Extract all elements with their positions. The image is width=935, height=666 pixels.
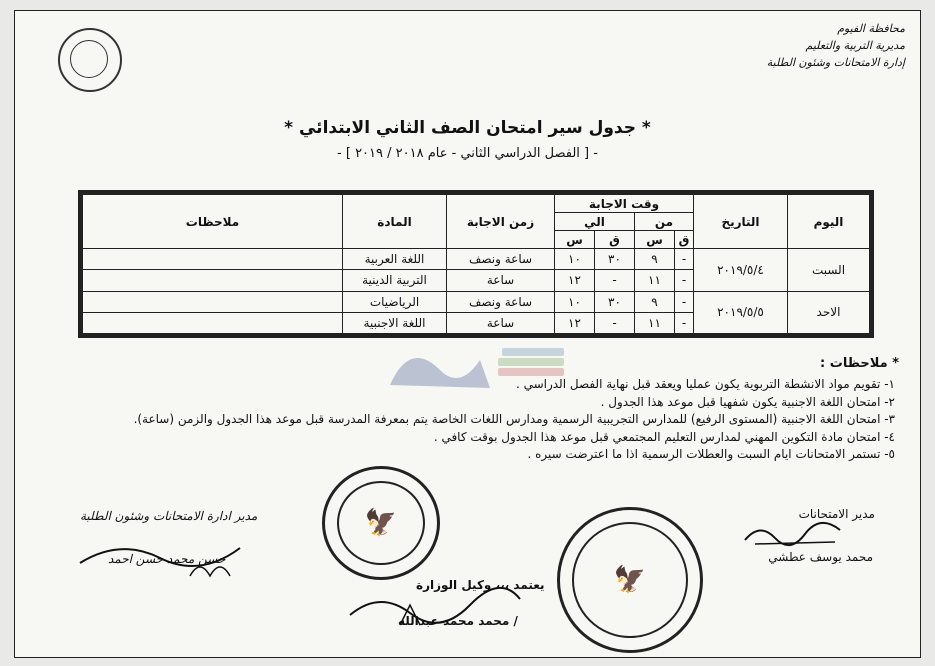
duration-cell: ساعة ونصف bbox=[447, 249, 555, 270]
subject-cell: الرياضيات bbox=[343, 291, 447, 312]
date-cell: ٢٠١٩/٥/٥ bbox=[694, 291, 788, 334]
list-item: ٣- امتحان اللغة الاجنبية (المستوى الرفيع) للمدارس التجريبية الرسمية ومدارس اللغات الخاصة يتم بمعرفة المدرسة قبل موعد هذا الجدول والزمن (ساعة). bbox=[133, 412, 895, 426]
notes-cell bbox=[83, 249, 343, 270]
header-notes: ملاحظات bbox=[83, 195, 343, 249]
notes-cell bbox=[83, 270, 343, 291]
day-cell: السبت bbox=[788, 249, 870, 292]
to-minute-cell: - bbox=[595, 312, 635, 333]
duration-cell: ساعة ونصف bbox=[447, 291, 555, 312]
header-line: إدارة الامتحانات وشئون الطلبة bbox=[766, 56, 905, 69]
header-from-hour: س bbox=[635, 231, 675, 249]
document-title: * جدول سير امتحان الصف الثاني الابتدائي * bbox=[284, 118, 651, 138]
notes-heading: * ملاحظات : bbox=[820, 356, 899, 371]
subject-cell: اللغة العربية bbox=[343, 249, 447, 270]
duration-cell: ساعة bbox=[447, 270, 555, 291]
header-to-minute: ق bbox=[595, 231, 635, 249]
day-cell: الاحد bbox=[788, 291, 870, 334]
document-subtitle: - [ الفصل الدراسي الثاني - عام ٢٠١٨ / ٢٠١٩ ] - bbox=[337, 146, 598, 161]
list-item: ٤- امتحان مادة التكوين المهني لمدارس التعليم المجتمعي قبل موعد هذا الجدول بوقت كافي . bbox=[433, 429, 895, 444]
approval-line: يعتمد ،،، وكيل الوزارة bbox=[416, 578, 545, 592]
table-row bbox=[83, 291, 870, 312]
from-minute-cell: - bbox=[675, 249, 694, 270]
exams-director-signature-icon bbox=[740, 520, 850, 550]
subject-cell: التربية الدينية bbox=[343, 270, 447, 291]
header-subject: المادة bbox=[343, 195, 447, 249]
header-to-hour: س bbox=[555, 231, 595, 249]
list-item: ١- تقويم مواد الانشطة التربوية يكون عمليا ويعقد قبل نهاية الفصل الدراسي . bbox=[515, 377, 895, 391]
from-hour-cell: ٩ bbox=[635, 291, 675, 312]
notes-cell bbox=[83, 312, 343, 333]
from-hour-cell: ١١ bbox=[635, 312, 675, 333]
to-minute-cell: - bbox=[595, 270, 635, 291]
list-item: ٥- تستمر الامتحانات ايام السبت والعطلات الرسمية اذا ما اعترضت سيره . bbox=[527, 447, 895, 461]
header-from-minute: ق bbox=[675, 231, 694, 249]
header-date: التاريخ bbox=[694, 195, 788, 249]
header-to: الي bbox=[555, 213, 635, 231]
exams-director-name: محمد يوسف عطشي bbox=[768, 550, 873, 564]
exams-director-title: مدير الامتحانات bbox=[798, 507, 875, 521]
admin-director-title: مدير ادارة الامتحانات وشئون الطلبة bbox=[80, 509, 258, 523]
list-item: ٢- امتحان اللغة الاجنبية يكون شفهيا قبل موعد هذا الجدول . bbox=[600, 394, 895, 409]
table-row bbox=[83, 249, 870, 270]
to-minute-cell: ٣٠ bbox=[595, 249, 635, 270]
from-minute-cell: - bbox=[675, 291, 694, 312]
to-hour-cell: ١٠ bbox=[555, 291, 595, 312]
issuer-header bbox=[767, 20, 905, 71]
directorate-stamp-icon: 🦅 bbox=[557, 507, 703, 653]
admin-director-name: حسن محمد حسن احمد bbox=[108, 552, 226, 566]
from-minute-cell: - bbox=[675, 312, 694, 333]
header-line: مديرية التربية والتعليم bbox=[805, 39, 905, 52]
from-hour-cell: ٩ bbox=[635, 249, 675, 270]
header-duration: زمن الاجابة bbox=[447, 195, 555, 249]
notes-cell bbox=[83, 291, 343, 312]
to-hour-cell: ١٢ bbox=[555, 312, 595, 333]
to-hour-cell: ١٢ bbox=[555, 270, 595, 291]
header-answer-time: وقت الاجابة bbox=[555, 195, 694, 213]
from-minute-cell: - bbox=[675, 270, 694, 291]
schedule-table bbox=[78, 190, 874, 338]
from-hour-cell: ١١ bbox=[635, 270, 675, 291]
duration-cell: ساعة bbox=[447, 312, 555, 333]
header-day: اليوم bbox=[788, 195, 870, 249]
admin-stamp-icon: 🦅 bbox=[322, 466, 440, 580]
to-hour-cell: ١٠ bbox=[555, 249, 595, 270]
header-from: من bbox=[635, 213, 694, 231]
notes-list bbox=[65, 376, 895, 464]
date-cell: ٢٠١٩/٥/٤ bbox=[694, 249, 788, 292]
header-line: محافظة الفيوم bbox=[837, 22, 905, 35]
to-minute-cell: ٣٠ bbox=[595, 291, 635, 312]
undersecretary-name: / محمد محمد عبدالله bbox=[398, 614, 518, 628]
subject-cell: اللغة الاجنبية bbox=[343, 312, 447, 333]
emblem-seal-icon bbox=[58, 28, 122, 92]
